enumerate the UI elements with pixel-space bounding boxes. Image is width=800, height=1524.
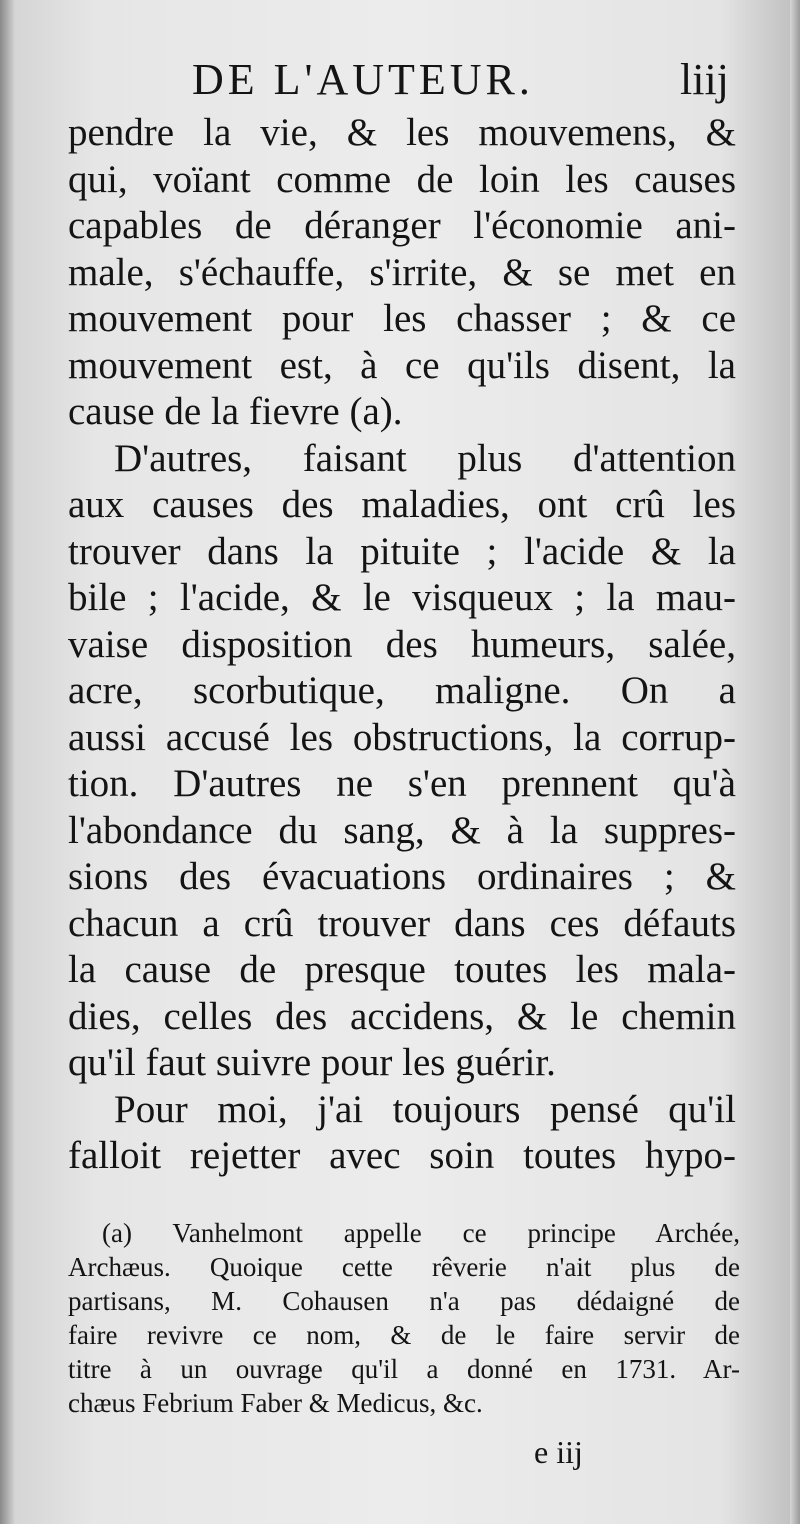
text-line: mouvement est, à ce qu'ils disent, la [68,343,736,387]
text-line: la cause de presque toutes les mala- [68,948,736,991]
text-line: capables de déranger l'économie ani- [68,204,736,247]
text-line: mouvement pour les chasser ; & ce [68,297,736,340]
running-title: DE L'AUTEUR. [192,55,534,104]
text-line: male, s'échauffe, s'irrite, & se met en [68,250,736,294]
text-line: bile ; l'acide, & le visqueux ; la mau- [68,576,736,619]
text-line: Pour moi, j'ai toujours pensé qu'il [114,1087,736,1131]
text-line: aussi accusé les obstructions, la corrup- [68,715,736,759]
text-line: vaise disposition des humeurs, salée, [68,622,736,666]
footnote-line: Archæus. Quoique cette rêverie n'ait plus de [68,1252,740,1282]
text-line: acre, scorbutique, maligne. On a [68,669,736,712]
footnote-line: (a) Vanhelmont appelle ce principe Archée, [102,1218,740,1248]
text-line: falloit rejetter avec soin toutes hypo- [68,1134,736,1177]
footnote-line: chæus Febrium Faber & Medicus, &c. [68,1388,483,1418]
text-line: dies, celles des accidens, & le chemin [68,994,736,1038]
footnote [68,1216,740,1420]
text-line: qui, voïant comme de loin les causes [68,157,736,201]
text-line: chacun a crû trouver dans ces défauts [68,901,736,945]
text-line: tion. D'autres ne s'en prennent qu'à [68,762,736,805]
footnote-line: titre à un ouvrage qu'il a donné en 1731. Ar- [68,1354,740,1384]
text-line: sions des évacuations ordinaires ; & [68,855,736,898]
text-line: D'autres, faisant plus d'attention [114,436,736,480]
footnote-line: faire revivre ce nom, & de le faire servir de [68,1320,740,1350]
text-line: aux causes des maladies, ont crû les [68,483,736,526]
page-edge-shadow [790,0,800,1524]
body-text [68,110,736,1180]
signature-mark: e iij [534,1434,583,1470]
page-header [0,52,800,108]
text-line: cause de la fievre (a). [68,390,403,433]
page-number: liij [680,55,729,104]
text-line: pendre la vie, & les mouvemens, & [68,111,736,154]
text-line: trouver dans la pituite ; l'acide & la [68,529,736,573]
footnote-line: partisans, M. Cohausen n'a pas dédaigné de [68,1286,740,1316]
page-gutter-shadow [0,0,14,1524]
text-line: l'abondance du sang, & à la suppres- [68,808,736,852]
text-line: qu'il faut suivre pour les guérir. [68,1041,556,1084]
